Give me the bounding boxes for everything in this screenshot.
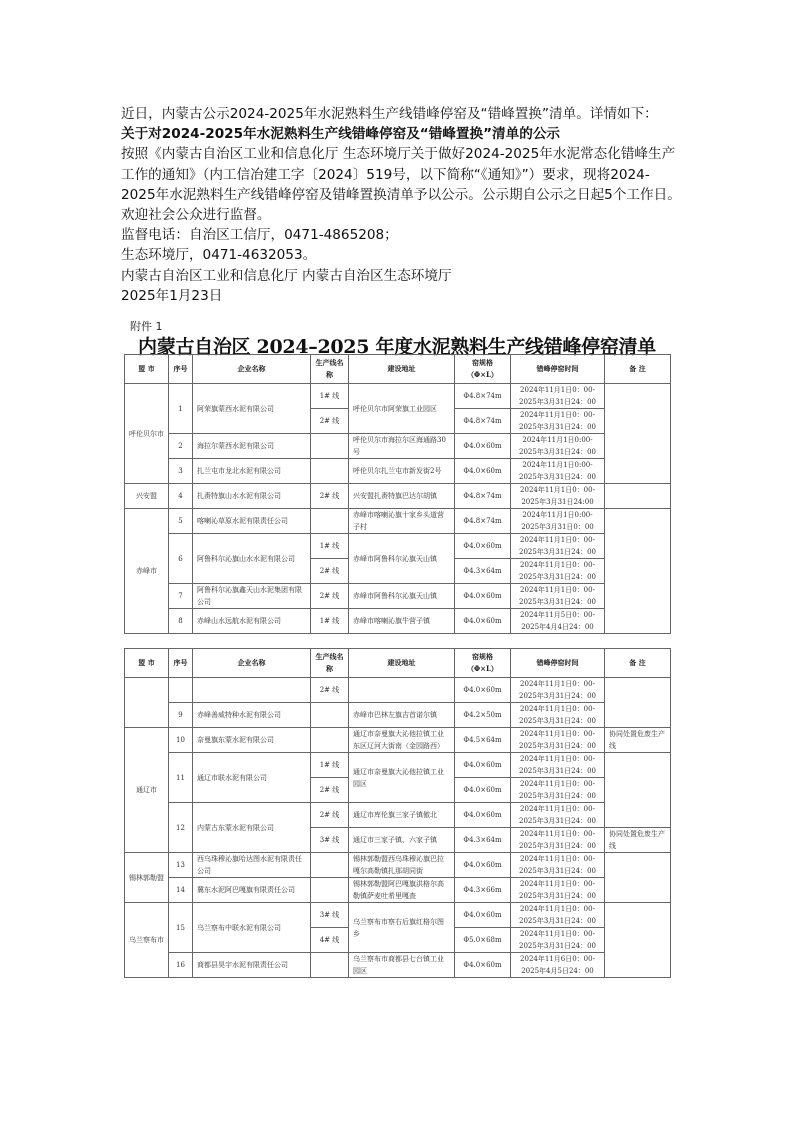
table-row: 8 赤峰山水远航水泥有限公司 1# 线 赤峰市喀喇沁旗牛营子镇 Φ4.0×60m 2024年11月5日0：00- 2025年4月4日24：00 bbox=[125, 609, 671, 634]
table-row: 6 阿鲁科尔沁旗山水水泥有限公司 1# 线 赤峰市阿鲁科尔沁旗天山镇 Φ4.0×60m 2024年11月1日0：00- 2025年3月31日24：00 bbox=[125, 534, 671, 559]
col-line: 生产线名 称 bbox=[311, 649, 349, 678]
table-row: 16 商都县昊宇水泥有限责任公司 乌兰察布市商都县七台镇工业园区 Φ4.0×60m 2024年11月6日0：00- 2025年4月5日24：00 bbox=[125, 953, 671, 978]
table-row: 3 扎兰屯市龙北水泥有限公司 呼伦贝尔扎兰屯市新发街2号 Φ4.0×60m 2024年11月1日0:00- 2025年3月31日24：00 bbox=[125, 459, 671, 484]
col-league: 盟 市 bbox=[125, 649, 169, 678]
date: 2025年1月23日 bbox=[121, 287, 223, 304]
article bbox=[121, 104, 681, 306]
attachment-title: 内蒙古自治区 2024–2025 年度水泥熟料生产线错峰停窑清单 bbox=[138, 336, 656, 358]
league-cell bbox=[125, 678, 169, 728]
table-row: 3# 线 通辽市三家子镇、六家子镇 Φ4.3×64m 2024年11月1日0：00- 2025年3月31日24：00 协同处置危废生产线 bbox=[125, 828, 671, 853]
shutdown-table-page-2 bbox=[124, 648, 671, 978]
league-cell: 呼伦贝尔市 bbox=[125, 384, 169, 484]
col-address: 建设地址 bbox=[349, 649, 455, 678]
col-period: 错峰停窑时间 bbox=[511, 355, 605, 384]
table-row: 2# 线 Φ4.8×74m 2024年11月1日0：00- 2025年3月31日24：00 bbox=[125, 409, 671, 434]
col-kiln: 窑规格（Φ×L） bbox=[455, 649, 511, 678]
table-row: 锡林郭勒盟 13 西乌珠穆沁旗哈达图水泥有限责任公司 锡林郭勒盟西乌珠穆沁旗巴拉嘎尔高勒镇扎那胡同街 Φ4.0×60m 2024年11月1日0：00- 2025年3月31日24：00 bbox=[125, 853, 671, 878]
league-cell: 锡林郭勒盟 bbox=[125, 853, 169, 903]
col-line: 生产线名 称 bbox=[311, 355, 349, 384]
headline: 关于对2024-2025年水泥熟料生产线错峰停窑及“错峰置换”清单的公示 bbox=[121, 126, 561, 143]
league-cell: 乌兰察布市 bbox=[125, 903, 169, 978]
col-remark: 备 注 bbox=[605, 649, 671, 678]
table-header-row bbox=[125, 355, 671, 384]
table-row: 乌兰察布市 15 乌兰察布中联水泥有限公司 3# 线 乌兰察布市察右后旗红格尔图乡 Φ4.0×60m 2024年11月1日0：00- 2025年3月31日24：00 bbox=[125, 903, 671, 928]
table-row: 7 阿鲁科尔沁旗鑫天山水泥集团有限公司 2# 线 赤峰市阿鲁科尔沁旗天山镇 Φ4.0×60m 2024年11月1日0：00- 2025年3月31日24：00 bbox=[125, 584, 671, 609]
attachment-label: 附件 1 bbox=[130, 320, 163, 333]
col-address: 建设地址 bbox=[349, 355, 455, 384]
shutdown-table-page-1 bbox=[124, 354, 671, 634]
signers: 内蒙古自治区工业和信息化厅 内蒙古自治区生态环境厅 bbox=[121, 267, 452, 284]
body-text: 按照《内蒙古自治区工业和信息化厅 生态环境厅关于做好2024-2025年水泥常态化错峰生产工作的通知》（内工信冶建工字〔2024〕519号，以下简称“《通知》”）要求，现将2024-2025年水泥熟料生产线错峰停窑及错峰置换清单予以公示。公示期自公示之日起5个工作日。欢迎社会公众进行监督。 bbox=[121, 146, 681, 224]
intro-text: 近日，内蒙古公示2024-2025年水泥熟料生产线错峰停窑及“错峰置换”清单。详情如下： bbox=[121, 106, 658, 122]
col-remark: 备 注 bbox=[605, 355, 671, 384]
table-row: 兴安盟 4 扎赉特旗山水水泥有限公司 2# 线 兴安盟扎赉特旗巴达尔胡镇 Φ4.8×74m 2024年11月1日0：00- 2025年3月31日24:00 bbox=[125, 484, 671, 509]
table-row: 14 冀东水泥阿巴嘎旗有限责任公司 锡林郭勒盟阿巴嘎旗洪格尔高勒镇萨麦吐希里嘎查 Φ4.3×66m 2024年11月1日0：00- 2025年3月31日24：00 bbox=[125, 878, 671, 903]
league-cell: 通辽市 bbox=[125, 728, 169, 853]
table-row: 2# 线 Φ4.0×60m 2024年11月1日0：00- 2025年3月31日24：00 bbox=[125, 678, 671, 703]
col-league: 盟 市 bbox=[125, 355, 169, 384]
col-kiln: 窑规格（Φ×L） bbox=[455, 355, 511, 384]
table-row: 4# 线 Φ5.0×68m 2024年11月1日0：00- 2025年3月31日24：00 bbox=[125, 928, 671, 953]
league-cell: 兴安盟 bbox=[125, 484, 169, 509]
table-row: 11 通辽市联水泥有限公司 1# 线 通辽市奈曼旗大沁他拉镇工业园区 Φ4.0×60m 2024年11月1日0：00- 2025年3月31日24：00 bbox=[125, 753, 671, 778]
table-row: 通辽市 10 奈曼旗东蒙水泥有限公司 通辽市奈曼旗大沁他拉镇工业东区辽河大街南（金园路西） Φ4.5×64m 2024年11月1日0：00- 2025年3月31日24：00 协同处置危废生产线 bbox=[125, 728, 671, 753]
table-row: 9 赤峰善威特种水泥有限公司 赤峰市巴林左旗吉首诺尔镇 Φ4.2×50m 2024年11月1日0：00- 2025年3月31日24：00 bbox=[125, 703, 671, 728]
league-cell: 赤峰市 bbox=[125, 509, 169, 634]
table-row: 呼伦贝尔市 1 阿荣旗蒙西水泥有限公司 1# 线 呼伦贝尔市阿荣旗工业园区 Φ4.8×74m 2024年11月1日0：00- 2025年3月31日24：00 bbox=[125, 384, 671, 409]
col-no: 序号 bbox=[169, 355, 193, 384]
phone-line-2: 生态环境厅，0471-4632053。 bbox=[121, 247, 317, 264]
col-company: 企业名称 bbox=[193, 649, 311, 678]
table-row: 赤峰市 5 喀喇沁草原水泥有限责任公司 赤峰市喀喇沁旗十家乡头道营子村 Φ4.8×74m 2024年11月1日0:00- 2025年3月31日0：00 bbox=[125, 509, 671, 534]
table-row: 2# 线 Φ4.3×64m 2024年11月1日0：00- 2025年3月31日24：00 bbox=[125, 559, 671, 584]
phone-line-1: 监督电话：自治区工信厅，0471-4865208； bbox=[121, 227, 398, 244]
table-row: 12 内蒙古东蒙水泥有限公司 2# 线 通辽市库伦旗三家子镇傲北 Φ4.0×60m 2024年11月1日0：00- 2025年3月31日24：00 bbox=[125, 803, 671, 828]
table-row: 2 海拉尔蒙西水泥有限公司 呼伦贝尔市海拉尔区海通路30号 Φ4.0×60m 2024年11月1日0:00- 2025年3月31日24：00 bbox=[125, 434, 671, 459]
table-row: 2# 线 Φ4.0×60m 2024年11月1日0：00- 2025年3月31日24：00 bbox=[125, 778, 671, 803]
col-no: 序号 bbox=[169, 649, 193, 678]
col-company: 企业名称 bbox=[193, 355, 311, 384]
table-header-row bbox=[125, 649, 671, 678]
col-period: 错峰停窑时间 bbox=[511, 649, 605, 678]
